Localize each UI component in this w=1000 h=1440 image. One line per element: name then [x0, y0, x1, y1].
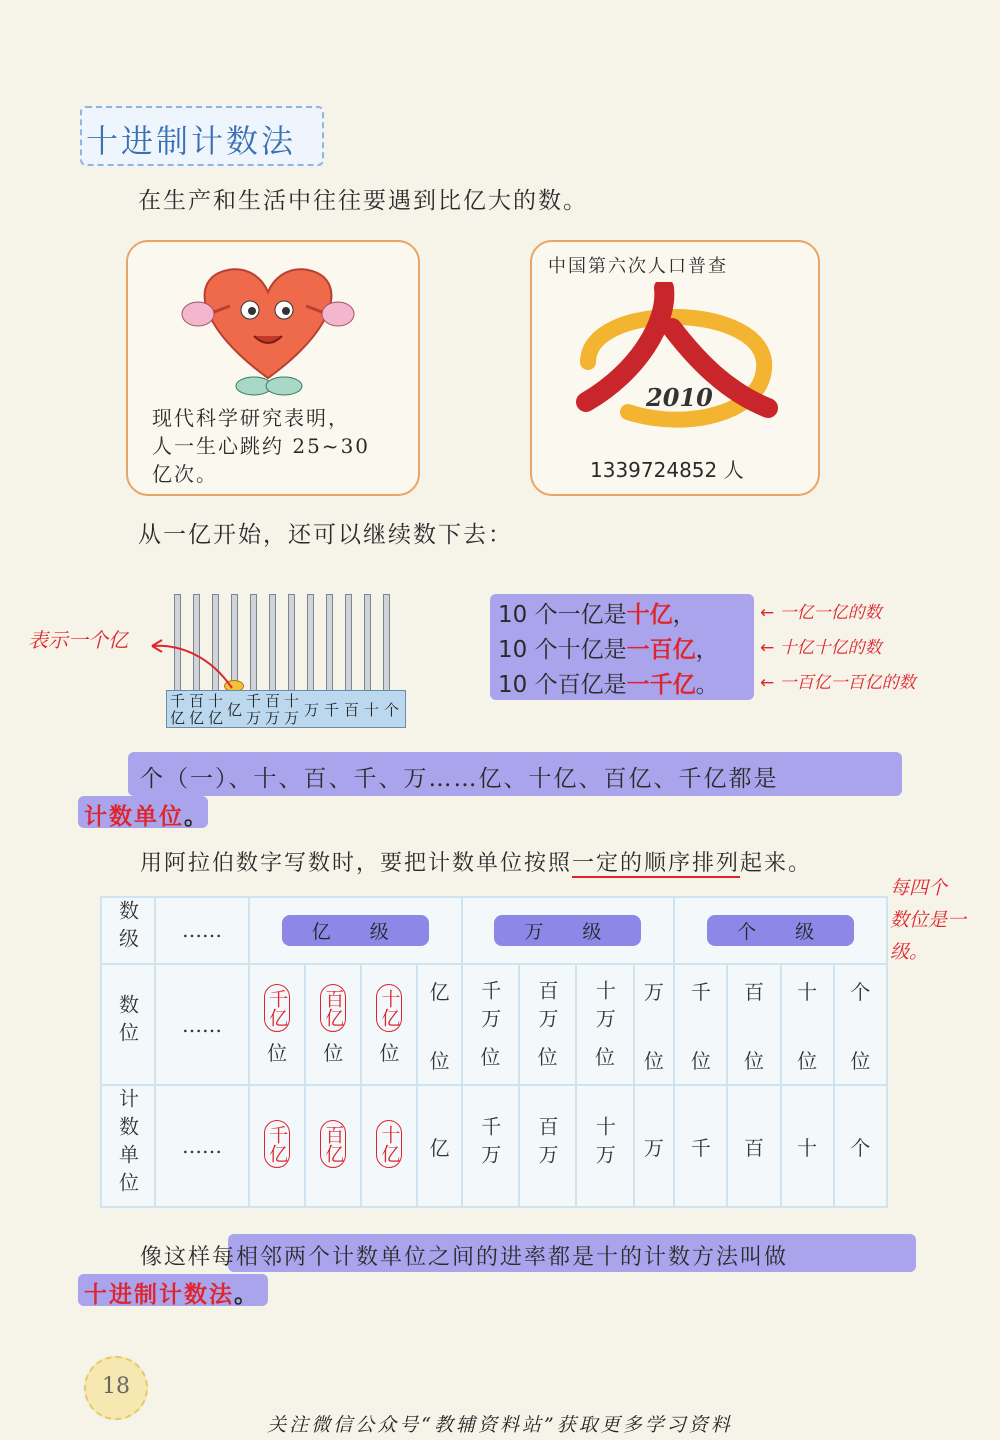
- abacus-label: 千: [324, 701, 340, 719]
- level-ge-badge: 个 级: [707, 915, 854, 946]
- digit-place-cell: 百亿 位: [305, 964, 361, 1086]
- closing-term: 十进制计数法。: [84, 1281, 259, 1308]
- heart-mascot-icon: [168, 248, 368, 398]
- pointer-arrow-icon: [140, 636, 240, 696]
- census-logo-year: 2010: [646, 383, 713, 412]
- abacus-label: 百: [344, 701, 360, 719]
- digit-place-cell: 个 位: [834, 964, 887, 1086]
- order-note-line-1: 每四个: [890, 877, 948, 899]
- abacus-label: 万: [304, 701, 320, 719]
- abacus-rod: [269, 594, 276, 692]
- counting-unit-cell: 百万: [519, 1085, 576, 1207]
- abacus-rod: [383, 594, 390, 692]
- counting-unit-cell: 千亿: [249, 1085, 305, 1207]
- population-count: 1339724852 人: [590, 458, 744, 482]
- table-row: [101, 897, 887, 964]
- level-cell: [674, 897, 887, 964]
- census-logo-icon: [568, 282, 782, 432]
- abacus-rod: [307, 594, 314, 692]
- page-number: 18: [84, 1356, 148, 1420]
- row-header-level: 数级: [101, 897, 155, 964]
- fact-note: ← 十亿十亿的数: [760, 638, 882, 658]
- counting-unit-cell: 个: [834, 1085, 887, 1207]
- units-sentence: 个（一）、十、百、千、万……亿、十亿、百亿、千亿都是: [140, 766, 779, 792]
- row-header-digit: 数位: [101, 964, 155, 1086]
- abacus-label: 十: [364, 701, 380, 719]
- order-underline: 一定的顺序排列: [572, 851, 741, 876]
- abacus-note: 表示一个亿: [28, 628, 128, 652]
- order-note-line-2: 数位是一级。: [890, 909, 967, 963]
- counting-unit-cell: 万: [634, 1085, 675, 1207]
- abacus-rod: [288, 594, 295, 692]
- digit-place-cell: 千亿 位: [249, 964, 305, 1086]
- fact-row: 10 个百亿是一千亿。: [498, 672, 719, 698]
- section-title: 十进制计数法: [86, 122, 297, 160]
- intro-text: 在生产和生活中往往要遇到比亿大的数。: [138, 188, 588, 214]
- digit-place-cell: 千 位: [674, 964, 727, 1086]
- census-header: 中国第六次人口普查: [548, 256, 728, 277]
- order-note: [890, 872, 1000, 968]
- abacus-label: 十万: [284, 692, 300, 727]
- facts-list: [498, 598, 719, 703]
- row-header-unit: 计数单位: [101, 1085, 155, 1207]
- abacus-rod: [250, 594, 257, 692]
- digit-place-cell: 十亿 位: [361, 964, 417, 1086]
- heartbeat-line-2: 人一生心跳约 25~30: [152, 434, 371, 458]
- footer-note: 关注微信公众号“教辅资料站”获取更多学习资料: [267, 1414, 733, 1436]
- counting-unit-cell: 十: [781, 1085, 834, 1207]
- digit-place-cell: 亿 位: [417, 964, 461, 1086]
- abacus-rod: [345, 594, 352, 692]
- table-row: [101, 964, 887, 1086]
- abacus-rod: [326, 594, 333, 692]
- abacus-rod: [364, 594, 371, 692]
- facts-notes: [760, 596, 916, 701]
- level-wan-badge: 万 级: [494, 915, 641, 946]
- fact-note: ← 一亿一亿的数: [760, 603, 882, 623]
- closing-sentence: 像这样每相邻两个计数单位之间的进率都是十的计数方法叫做: [140, 1245, 789, 1270]
- level-cell: [462, 897, 675, 964]
- heartbeat-line-3: 亿次。: [152, 462, 218, 486]
- abacus-label: 千万: [246, 692, 262, 727]
- abacus-label: 千亿: [170, 692, 186, 727]
- place-value-table: [100, 896, 888, 1208]
- table-ellipsis: ……: [155, 1085, 249, 1207]
- abacus-label: 亿: [227, 701, 243, 719]
- digit-place-cell: 千万 位: [462, 964, 519, 1086]
- digit-place-cell: 百万 位: [519, 964, 576, 1086]
- digit-place-cell: 百 位: [727, 964, 780, 1086]
- counting-unit-cell: 千万: [462, 1085, 519, 1207]
- heartbeat-line-1: 现代科学研究表明，: [152, 406, 350, 430]
- counting-unit-cell: 亿: [417, 1085, 461, 1207]
- level-yi-badge: 亿 级: [282, 915, 429, 946]
- order-sentence: 用阿拉伯数字写数时，要把计数单位按照一定的顺序排列起来。: [140, 851, 813, 876]
- fact-note: ← 一百亿一百亿的数: [760, 673, 916, 693]
- census-card: [530, 240, 820, 496]
- level-cell: [249, 897, 462, 964]
- counting-unit-cell: 十亿: [361, 1085, 417, 1207]
- digit-place-cell: 十 位: [781, 964, 834, 1086]
- counting-unit-cell: 千: [674, 1085, 727, 1207]
- fact-row: 10 个十亿是一百亿，: [498, 637, 719, 663]
- digit-place-cell: 万 位: [634, 964, 675, 1086]
- continue-text: 从一亿开始，还可以继续数下去：: [138, 522, 513, 548]
- fact-row: 10 个一亿是十亿，: [498, 602, 696, 628]
- abacus-label: 百亿: [189, 692, 205, 727]
- heartbeat-text: [152, 404, 370, 488]
- abacus-label: 个: [384, 701, 400, 719]
- digit-place-cell: 十万 位: [576, 964, 633, 1086]
- counting-unit-cell: 百亿: [305, 1085, 361, 1207]
- table-ellipsis: ……: [155, 964, 249, 1086]
- counting-unit-cell: 十万: [576, 1085, 633, 1207]
- table-ellipsis: ……: [155, 897, 249, 964]
- counting-unit-cell: 百: [727, 1085, 780, 1207]
- table-row: [101, 1085, 887, 1207]
- abacus-label: 百万: [265, 692, 281, 727]
- units-term: 计数单位。: [84, 803, 209, 830]
- abacus-label: 十亿: [208, 692, 224, 727]
- heartbeat-card: [126, 240, 420, 496]
